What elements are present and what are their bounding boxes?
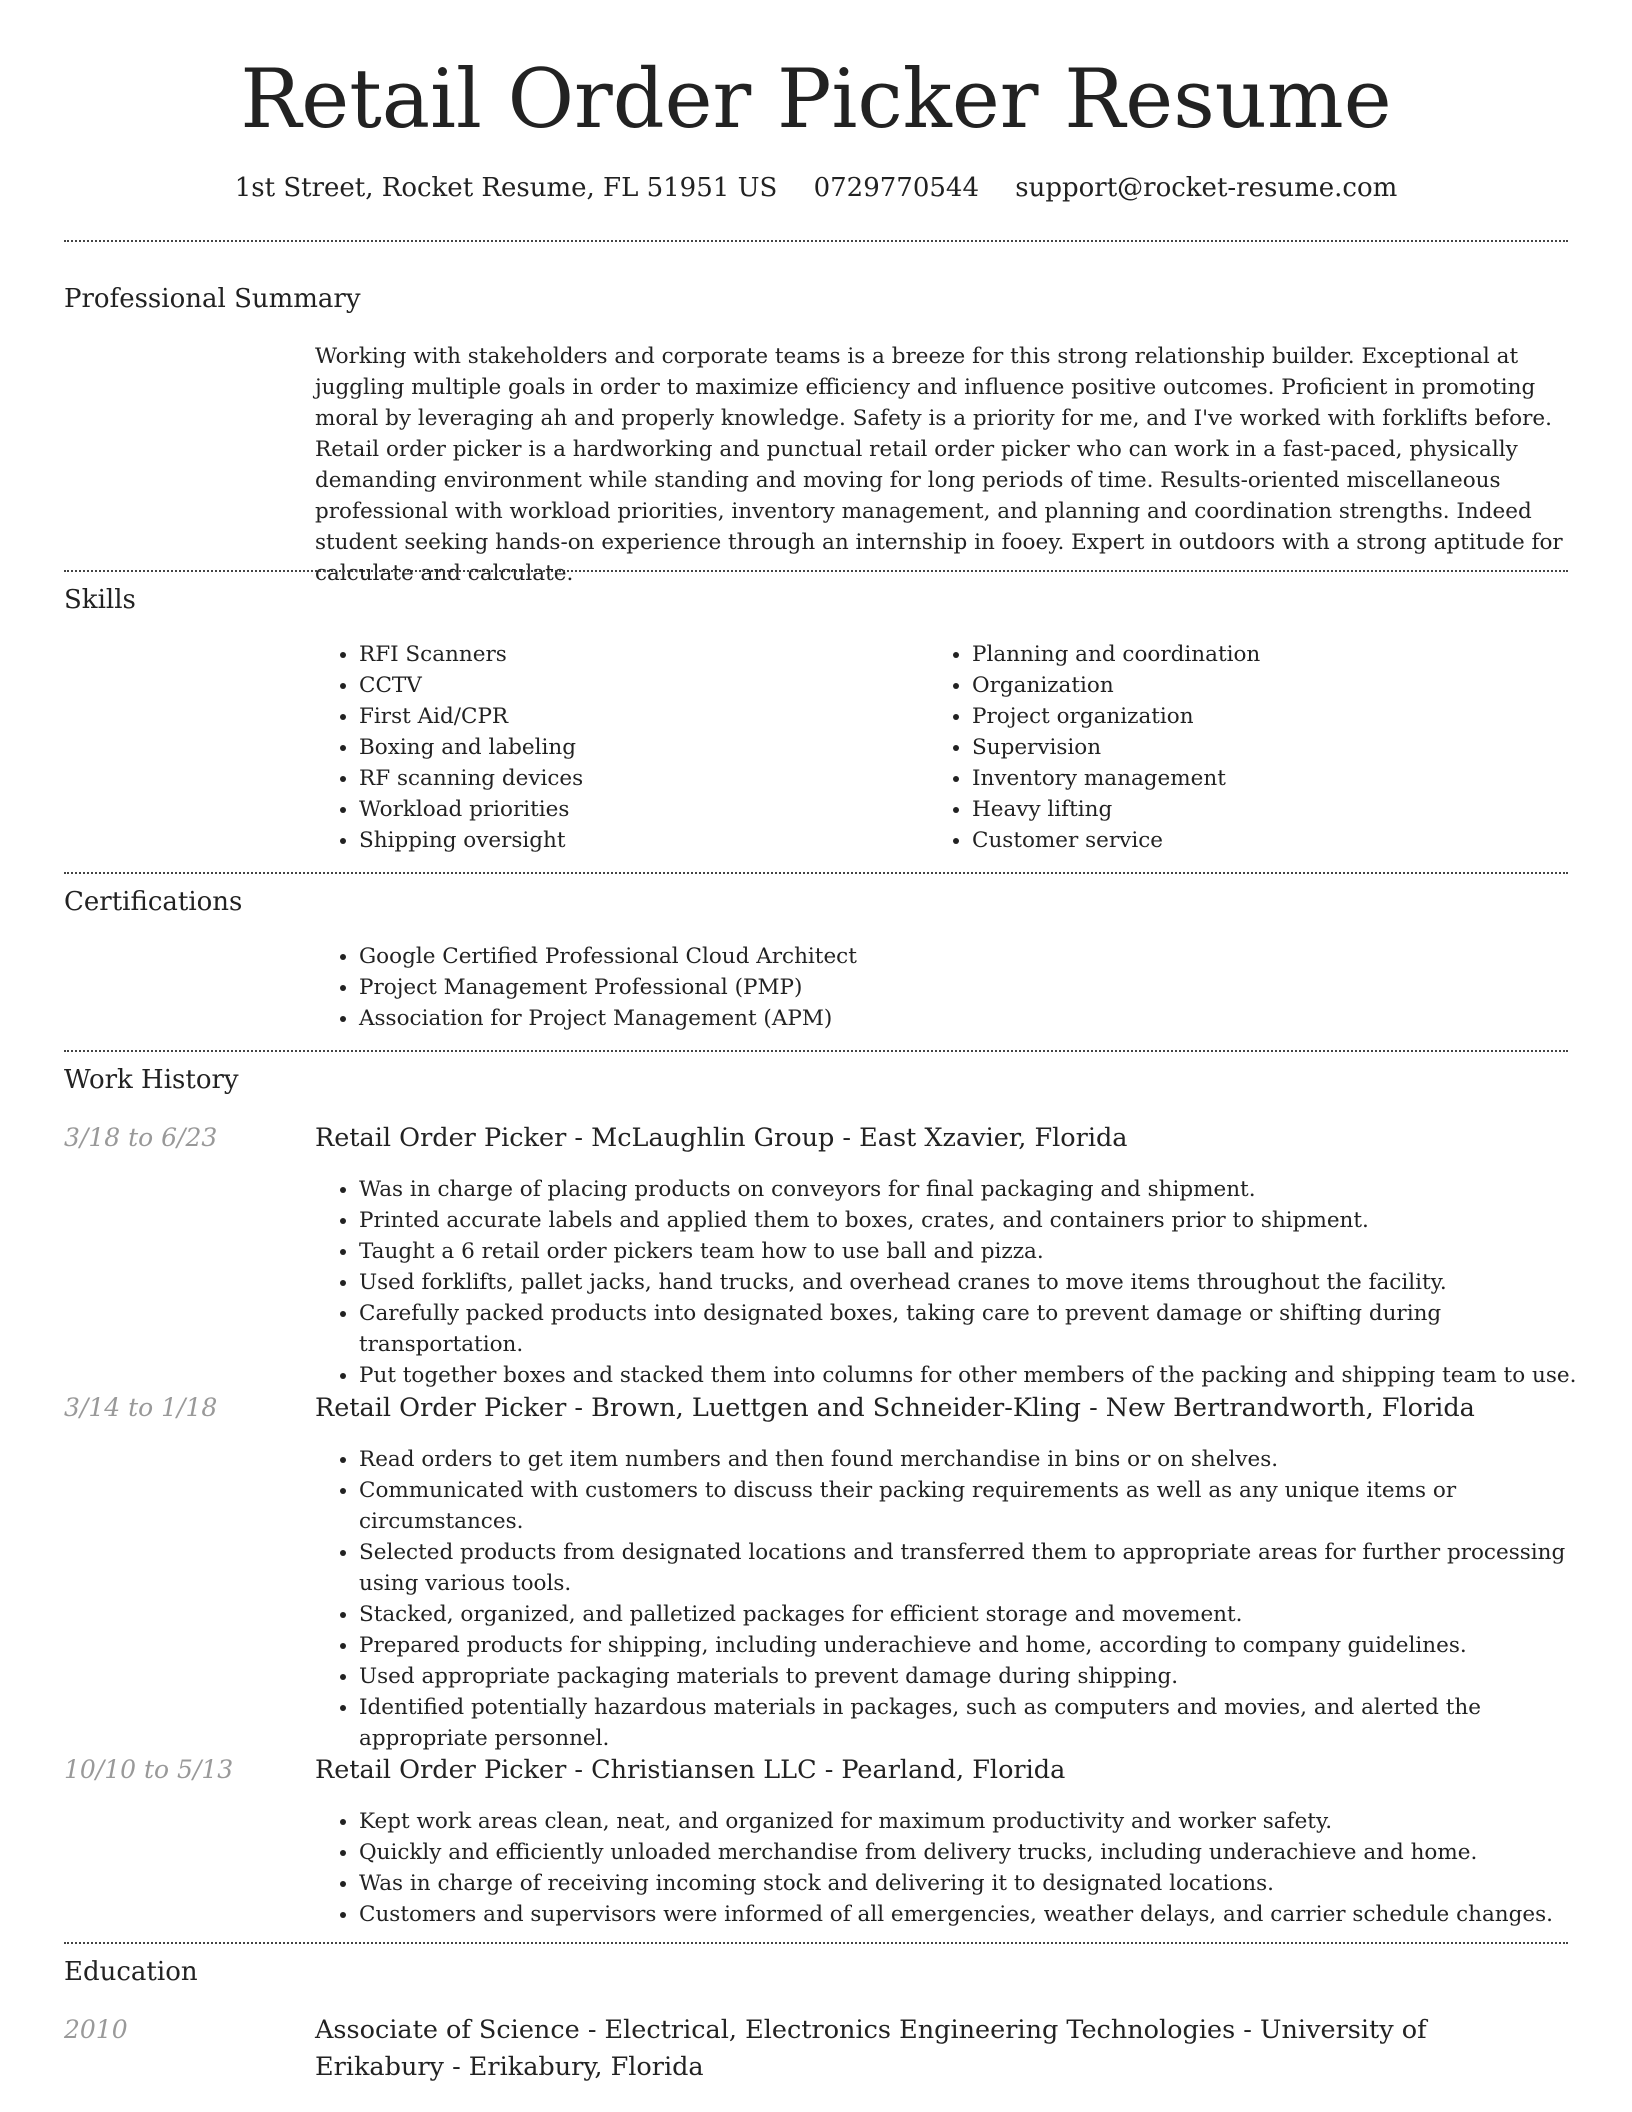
section-divider	[64, 240, 1568, 242]
skill-item: • Project organization	[972, 701, 1592, 732]
education-heading-line: Associate of Science - Electrical, Electronics Engineering Technologies - University of Erikabury - Erikabury, Florida	[315, 2015, 1427, 2082]
contact-address: 1st Street, Rocket Resume, FL 51951 US	[234, 173, 778, 203]
job-bullet: • Printed accurate labels and applied them to boxes, crates, and containers prior to shipment.	[359, 1205, 1589, 1236]
job-bullet: • Taught a 6 retail order pickers team how to use ball and pizza.	[359, 1236, 1589, 1267]
job-bullets	[315, 1444, 1589, 1754]
resume-title: Retail Order Picker Resume	[240, 53, 1392, 147]
certification-item: • Association for Project Management (APM)	[359, 1003, 1559, 1034]
job-bullet: • Prepared products for shipping, including underachieve and home, according to company guidelines.	[359, 1630, 1589, 1661]
skill-item: • RFI Scanners	[359, 639, 959, 670]
skills-list-left	[315, 639, 959, 856]
section-divider	[64, 1050, 1568, 1052]
job-bullet: • Quickly and efficiently unloaded merchandise from delivery trucks, including underachieve and home.	[359, 1837, 1589, 1868]
skill-item: • CCTV	[359, 670, 959, 701]
job-bullet: • Used appropriate packaging materials to prevent damage during shipping.	[359, 1661, 1589, 1692]
job-bullet: • Read orders to get item numbers and then found merchandise in bins or on shelves.	[359, 1444, 1589, 1475]
job-heading: Retail Order Picker - Brown, Luettgen and Schneider-Kling - New Bertrandworth, Florida	[315, 1393, 1475, 1423]
job-bullet: • Stacked, organized, and palletized packages for efficient storage and movement.	[359, 1599, 1589, 1630]
certifications-list	[315, 941, 1559, 1034]
certification-item: • Google Certified Professional Cloud Architect	[359, 941, 1559, 972]
skill-item: • Workload priorities	[359, 794, 959, 825]
skill-item: • RF scanning devices	[359, 763, 959, 794]
section-divider	[64, 570, 1568, 572]
contact-email: support@rocket-resume.com	[1015, 173, 1398, 203]
skills-heading: Skills	[64, 585, 136, 615]
job-heading: Retail Order Picker - McLaughlin Group - East Xzavier, Florida	[315, 1123, 1128, 1153]
job-dates: 3/14 to 1/18	[64, 1393, 218, 1422]
job-heading: Retail Order Picker - Christiansen LLC - Pearland, Florida	[315, 1755, 1066, 1785]
contact-phone: 0729770544	[813, 173, 979, 203]
summary-text: Working with stakeholders and corporate teams is a breeze for this strong relationship builder. Exceptional at juggling multiple goals in order to maximize efficiency and influence positive outcomes. Proficient in promoting moral by leveraging ah and properly knowledge. Safety is a priority for me, and I've worked with forklifts before. Retail order picker is a hardworking and punctual retail order picker who can work in a fast-paced, physically demanding environment while standing and moving for long periods of time. Results-oriented miscellaneous professional with workload priorities, inventory management, and planning and coordination strengths. Indeed student seeking hands-on experience through an internship in fooey. Expert in outdoors with a strong aptitude for calculate and calculate.	[315, 344, 1563, 586]
work-history-heading: Work History	[64, 1065, 239, 1095]
job-bullet: • Carefully packed products into designated boxes, taking care to prevent damage or shifting during transportation.	[359, 1298, 1589, 1360]
job-bullets	[315, 1174, 1589, 1391]
skill-item: • First Aid/CPR	[359, 701, 959, 732]
skills-list-right	[928, 639, 1592, 856]
education-year: 2010	[64, 2015, 128, 2044]
job-dates: 3/18 to 6/23	[64, 1123, 218, 1152]
skill-item: • Boxing and labeling	[359, 732, 959, 763]
job-bullet: • Was in charge of receiving incoming stock and delivering it to designated locations.	[359, 1868, 1589, 1899]
job-bullet: • Customers and supervisors were informed of all emergencies, weather delays, and carrier schedule changes.	[359, 1899, 1589, 1930]
summary-heading: Professional Summary	[64, 284, 361, 314]
section-divider	[64, 1942, 1568, 1944]
certification-item: • Project Management Professional (PMP)	[359, 972, 1559, 1003]
education-heading: Education	[64, 1957, 198, 1987]
section-divider	[64, 872, 1568, 874]
certifications-heading: Certifications	[64, 887, 243, 917]
job-bullet: • Used forklifts, pallet jacks, hand trucks, and overhead cranes to move items throughout the facility.	[359, 1267, 1589, 1298]
job-dates: 10/10 to 5/13	[64, 1755, 234, 1784]
skill-item: • Organization	[972, 670, 1592, 701]
job-bullet: • Kept work areas clean, neat, and organized for maximum productivity and worker safety.	[359, 1806, 1589, 1837]
contact-line	[0, 170, 1632, 206]
skill-item: • Heavy lifting	[972, 794, 1592, 825]
job-bullet: • Communicated with customers to discuss their packing requirements as well as any unique items or circumstances.	[359, 1475, 1589, 1537]
skill-item: • Customer service	[972, 825, 1592, 856]
job-bullet: • Was in charge of placing products on conveyors for final packaging and shipment.	[359, 1174, 1589, 1205]
skill-item: • Supervision	[972, 732, 1592, 763]
job-bullets	[315, 1806, 1589, 1930]
skill-item: • Planning and coordination	[972, 639, 1592, 670]
skill-item: • Inventory management	[972, 763, 1592, 794]
job-bullet: • Put together boxes and stacked them into columns for other members of the packing and shipping team to use.	[359, 1360, 1589, 1391]
skill-item: • Shipping oversight	[359, 825, 959, 856]
job-bullet: • Selected products from designated locations and transferred them to appropriate areas for further processing using various tools.	[359, 1537, 1589, 1599]
job-bullet: • Identified potentially hazardous materials in packages, such as computers and movies, and alerted the appropriate personnel.	[359, 1692, 1589, 1754]
